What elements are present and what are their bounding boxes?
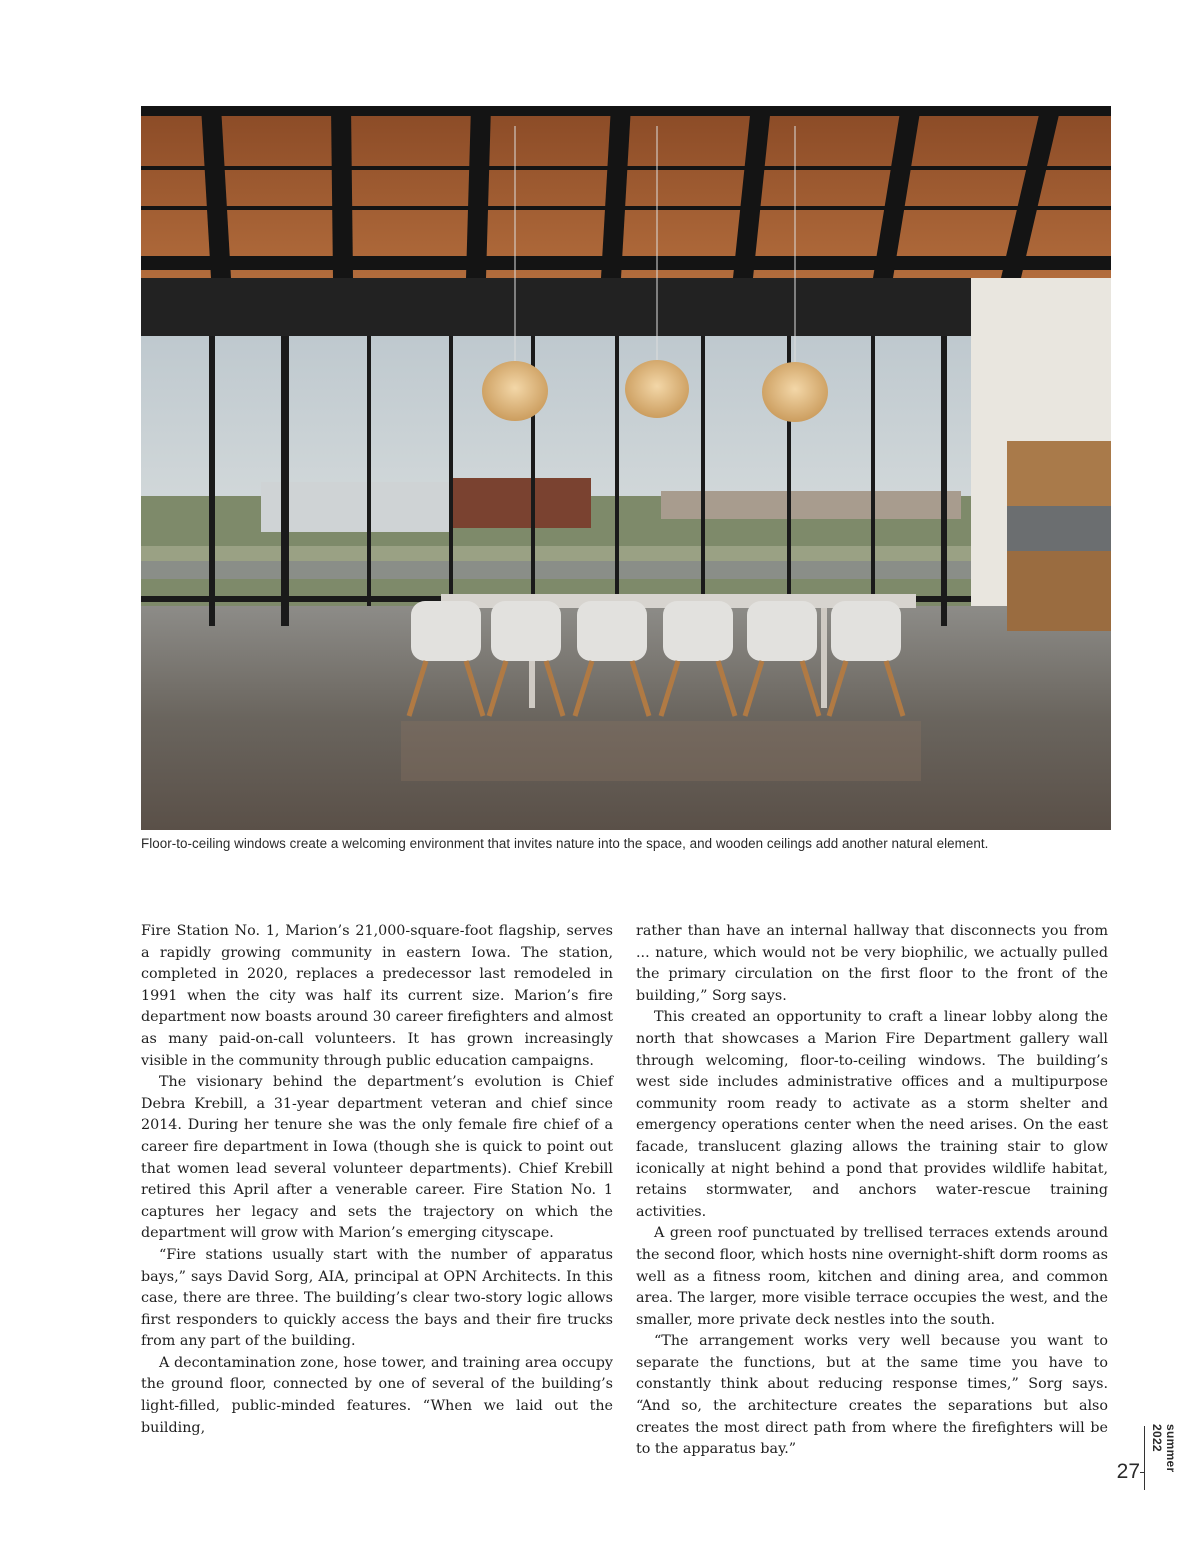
folio-rule [1144, 1426, 1145, 1490]
page-folio [1116, 1420, 1178, 1500]
paragraph: A green roof punctuated by trellised terraces extends around the second floor, which hosts nine overnight-shift dorm rooms as well as a fitness room, kitchen and dining area, and common area. The larger, more visible terrace occupies the west, and the smaller, more private deck nestles into the south. [636, 1225, 1108, 1328]
issue-season: summer 2022 [1150, 1424, 1178, 1473]
paragraph: The visionary behind the department’s evolution is Chief Debra Krebill, a 31-year department veteran and chief since 2014. During her tenure she was the only female fire chief of a career fire department in Iowa (though she is quick to point out that women lead several volunteer departments). Chief Krebill retired this April after a venerable career. Fire Station No. 1 captures her legacy and sets the trajectory on which the department will grow with Marion’s emerging cityscape. [141, 1074, 613, 1242]
photo-caption: Floor-to-ceiling windows create a welcoming environment that invites nature into the space, and wooden ceilings add another natural element. [141, 836, 989, 851]
paragraph: “The arrangement works very well because you want to separate the functions, but at the same time you have to constantly think about reducing response times,” Sorg says. “And so, the architecture creates the separations but also creates the most direct path from where the firefighters will be to the apparatus bay.” [636, 1333, 1108, 1458]
article-column-left [141, 921, 613, 1439]
paragraph: “Fire stations usually start with the number of apparatus bays,” says David Sorg, AIA, principal at OPN Architects. In this case, there are three. The building’s clear two-story logic allows first responders to quickly access the bays and their fire trucks from any part of the building. [141, 1246, 613, 1350]
room-photo-icon [141, 106, 1111, 830]
page-number: 27 [1116, 1460, 1140, 1483]
paragraph: rather than have an internal hallway that disconnects you from ... nature, which would not be very biophilic, we actually pulled the primary circulation on the first floor to the front of the building,” Sorg says. [636, 923, 1108, 1004]
article-column-right [636, 921, 1108, 1461]
paragraph: This created an opportunity to craft a linear lobby along the north that showcases a Marion Fire Department gallery wall through welcoming, floor-to-ceiling windows. The building’s west side includes administrative offices and a multipurpose community room ready to activate as a storm shelter and emergency operations center when the need arises. On the east facade, translucent glazing allows the training stair to glow iconically at night behind a pond that provides wildlife habitat, retains stormwater, and anchors water-rescue training activities. [636, 1009, 1108, 1220]
room-photo [141, 106, 1111, 830]
folio-tick [1140, 1472, 1145, 1473]
paragraph: A decontamination zone, hose tower, and training area occupy the ground floor, connected by one of several of the building’s light-filled, public-minded features. “When we laid out the building, [141, 1354, 613, 1436]
paragraph: Fire Station No. 1, Marion’s 21,000-square-foot flagship, serves a rapidly growing community in eastern Iowa. The station, completed in 2020, replaces a predecessor last remodeled in 1991 when the city was half its current size. Marion’s fire department now boasts around 30 career firefighters and almost as many paid-on-call volunteers. It has grown increasingly visible in the community through public education campaigns. [141, 923, 613, 1069]
